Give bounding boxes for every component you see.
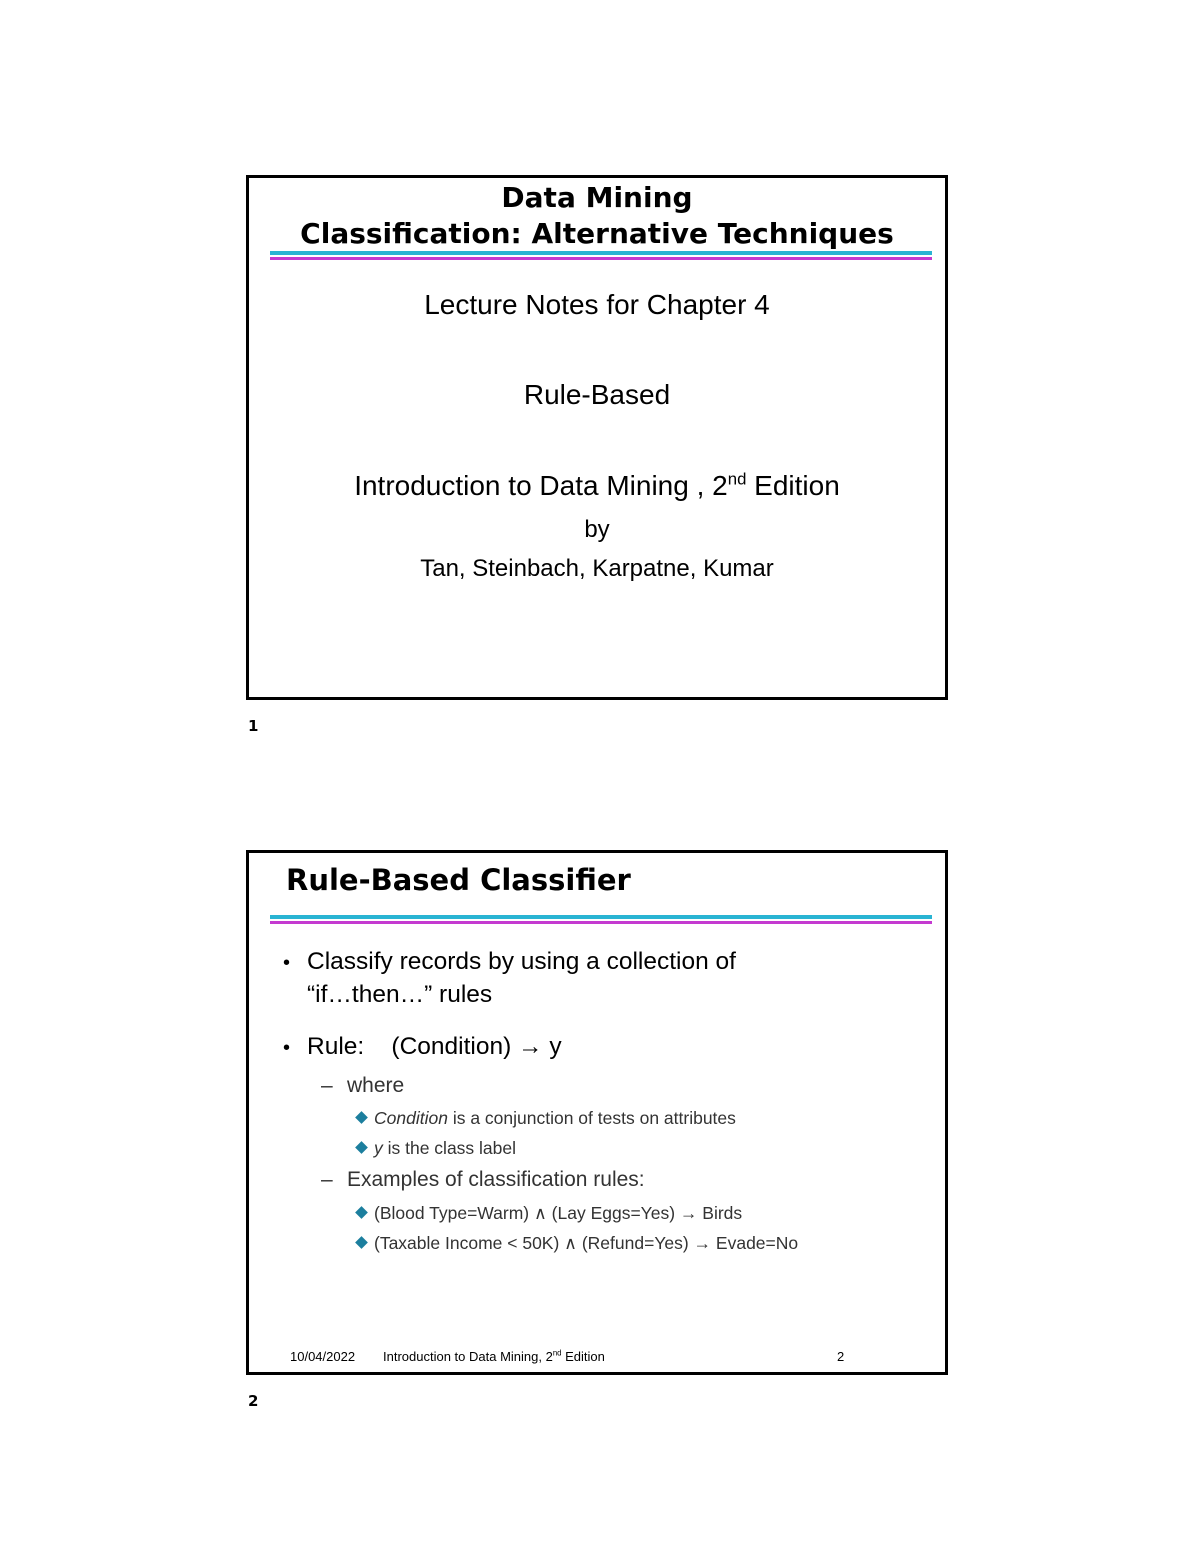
footer-edition-text: Edition — [561, 1349, 605, 1364]
footer-edition-superscript: nd — [552, 1348, 562, 1358]
bullet-text: Rule: (Condition) → y — [307, 1033, 562, 1060]
diamond-bullet-icon — [355, 1111, 368, 1124]
diamond-bullet-icon — [355, 1206, 368, 1219]
title-line-1: Data Mining — [501, 181, 693, 214]
book-title-text: Introduction to Data Mining , 2 — [354, 470, 728, 501]
sub-bullet-examples: – Examples of classification rules: — [321, 1168, 645, 1191]
bullet-dot: • — [283, 1037, 291, 1059]
book-title-line — [249, 470, 945, 502]
topic-line: Rule-Based — [523, 379, 671, 410]
title-underline — [270, 251, 932, 260]
bullet-text-cont: “if…then…” rules — [307, 981, 493, 1008]
where-label: where — [347, 1074, 405, 1097]
slide-1 — [246, 175, 948, 700]
page-number-1: 1 — [248, 717, 259, 735]
footer-date: 10/04/2022 — [290, 1349, 356, 1364]
bullet-rule — [283, 1031, 562, 1064]
slide-1-title — [249, 180, 945, 252]
slide-2 — [246, 850, 948, 1375]
bullet-classify — [283, 946, 736, 1011]
footer-book-text: Introduction to Data Mining, 2 — [383, 1349, 553, 1364]
diamond-bullet-icon — [355, 1141, 368, 1154]
footer-book — [383, 1349, 605, 1364]
bullet-text: Classify records by using a collection of — [307, 948, 736, 975]
footer-slide-number: 2 — [837, 1349, 845, 1364]
condition-term: Condition — [374, 1108, 448, 1128]
example-rule-1 — [357, 1203, 742, 1224]
y-desc: is the class label — [382, 1138, 517, 1158]
where-item-condition — [357, 1108, 736, 1129]
page-number-2: 2 — [248, 1392, 259, 1410]
title-line-2: Classification: Alternative Techniques — [300, 217, 894, 250]
by-line: by — [584, 516, 610, 543]
book-edition-text: Edition — [746, 470, 840, 501]
edition-superscript: nd — [727, 469, 747, 489]
lecture-notes-line: Lecture Notes for Chapter 4 — [424, 289, 770, 320]
where-item-y — [357, 1138, 516, 1159]
example-rule-2 — [357, 1233, 798, 1254]
examples-label: Examples of classification rules: — [347, 1168, 645, 1191]
example-text: (Blood Type=Warm) ∧ (Lay Eggs=Yes) → Birds — [374, 1203, 743, 1223]
sub-bullet-where: – where — [321, 1074, 405, 1097]
bullet-dot: • — [283, 952, 291, 974]
diamond-bullet-icon — [355, 1236, 368, 1249]
title-underline — [270, 915, 932, 924]
slide-2-title: Rule-Based Classifier — [286, 863, 631, 897]
example-text: (Taxable Income < 50K) ∧ (Refund=Yes) → Evade=No — [374, 1233, 799, 1253]
authors-line: Tan, Steinbach, Karpatne, Kumar — [420, 555, 774, 582]
condition-desc: is a conjunction of tests on attributes — [447, 1108, 736, 1128]
y-term: y — [374, 1138, 383, 1158]
